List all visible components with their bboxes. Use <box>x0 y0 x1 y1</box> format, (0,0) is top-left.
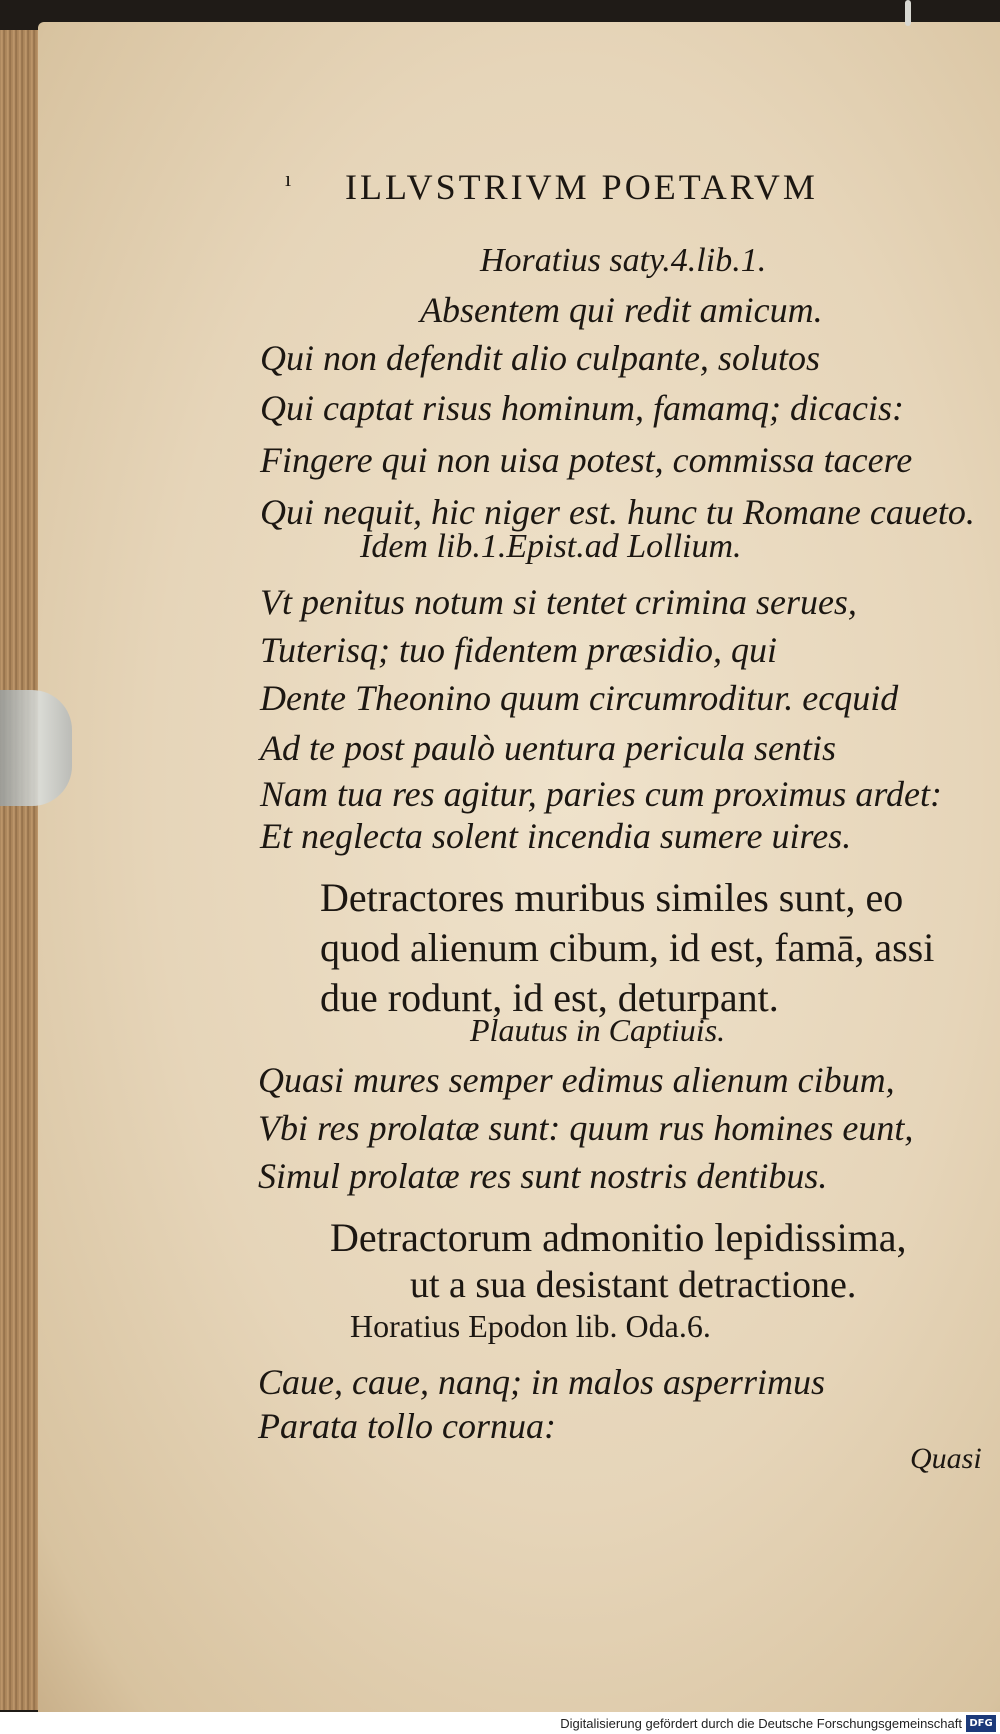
prose-admonitio: Detractorum admonitio lepidissima, <box>330 1215 907 1260</box>
verse-line: Fingere qui non uisa potest, commissa tacere <box>260 440 913 480</box>
funding-credit: Digitalisierung gefördert durch die Deutsche Forschungsgemeinschaft <box>560 1716 962 1731</box>
verse-line: Ad te post paulò uentura pericula sentis <box>260 728 836 768</box>
prose-detractores: Detractores muribus similes sunt, eo <box>320 875 904 920</box>
citation-horace-epodon: Horatius Epodon lib. Oda.6. <box>350 1308 711 1344</box>
citation-epist-lollium: Idem lib.1.Epist.ad Lollium. <box>360 528 742 565</box>
header-mark: ı <box>285 166 292 191</box>
verse-line: Nam tua res agitur, paries cum proximus ardet: <box>260 774 942 814</box>
verse-line: Parata tollo cornua: <box>258 1406 556 1446</box>
verse-line: Vt penitus notum si tentet crimina serues, <box>260 582 857 622</box>
prose-detractores: due rodunt, id est, deturpant. <box>320 975 779 1020</box>
citation-horace-satire: Horatius saty.4.lib.1. <box>480 242 767 279</box>
verse-line: Dente Theonino quum circumroditur. ecquid <box>260 678 899 718</box>
citation-plautus: Plautus in Captiuis. <box>470 1012 726 1048</box>
catchword: Quasi <box>910 1442 982 1475</box>
footer-bar <box>0 1712 1000 1734</box>
verse-line: Simul prolatæ res sunt nostris dentibus. <box>258 1156 828 1196</box>
prose-detractores: quod alienum cibum, id est, famā, assi <box>320 925 935 970</box>
verse-line: Qui captat risus hominum, famamq; dicacis: <box>260 388 904 428</box>
prose-admonitio: ut a sua desistant detractione. <box>410 1264 857 1306</box>
dfg-logo-icon: DFG <box>966 1715 996 1732</box>
verse-line: Caue, caue, nanq; in malos asperrimus <box>258 1362 825 1402</box>
verse-line: Qui nequit, hic niger est. hunc tu Romane caueto. <box>260 492 975 532</box>
verse-line: Vbi res prolatæ sunt: quum rus homines eunt, <box>258 1108 914 1148</box>
running-header: ILLVSTRIVM POETARVM <box>345 167 818 207</box>
verse-line: Qui non defendit alio culpante, solutos <box>260 338 820 378</box>
verse-line: Tuterisq; tuo fidentem præsidio, qui <box>260 630 778 670</box>
verse-line: Quasi mures semper edimus alienum cibum, <box>258 1060 895 1100</box>
verse-line: Et neglecta solent incendia sumere uires. <box>260 816 852 856</box>
heading-absentem: Absentem qui redit amicum. <box>420 290 823 330</box>
